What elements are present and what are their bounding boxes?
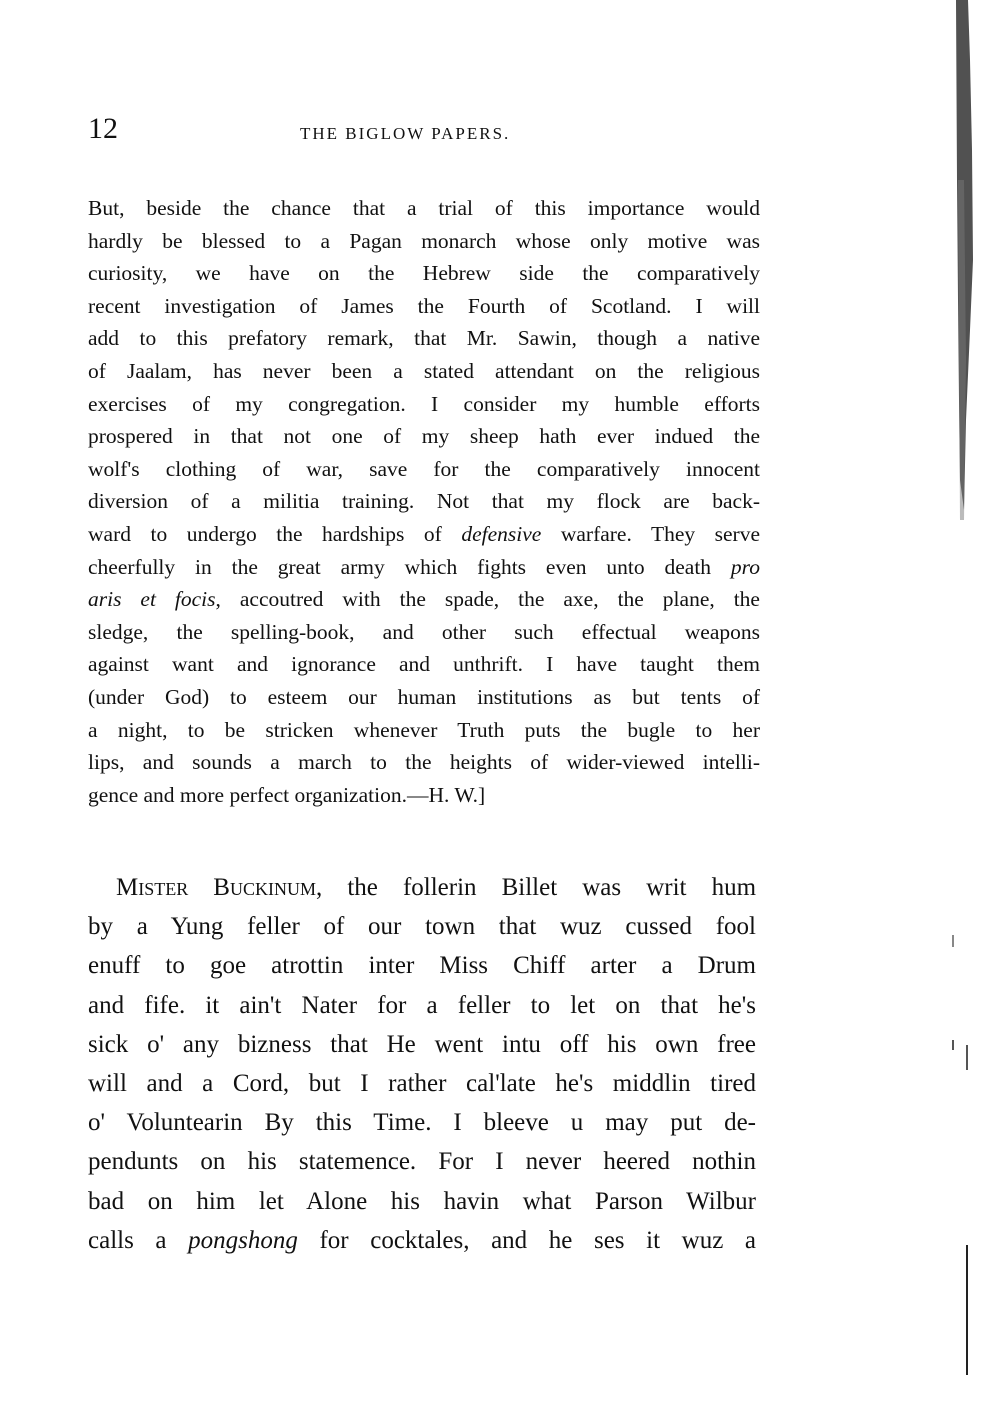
salutation: Mister Buckinum, <box>116 874 323 901</box>
letter-line: and fife. it ain't Nater for a feller to let on that he's <box>88 991 756 1019</box>
letter-text: for cocktales, and he ses it wuz a <box>297 1226 756 1254</box>
note-line: recent investigation of James the Fourth of Scotland. I will <box>88 293 760 318</box>
note-text: warfare. They serve <box>541 521 760 546</box>
letter-text: the follerin Billet was writ hum <box>322 874 757 901</box>
letter-line <box>88 1221 756 1260</box>
letter-body <box>88 868 756 1260</box>
letter-line: enuff to goe atrottin inter Miss Chiff arter a Drum <box>88 952 756 980</box>
page-number: 12 <box>88 112 118 145</box>
note-line: add to this prefatory remark, that Mr. Sawin, though a native <box>88 326 760 351</box>
letter-line: will and a Cord, but I rather cal'late he's middlin tired <box>88 1070 756 1098</box>
letter-line <box>88 868 756 907</box>
letter-line: pendunts on his statemence. For I never heered nothin <box>88 1148 756 1176</box>
letter-line: by a Yung feller of our town that wuz cussed fool <box>88 913 756 941</box>
note-text: cheerfully in the great army which fights even unto death <box>88 554 731 579</box>
letter-line: o' Voluntearin By this Time. I bleeve u may put de- <box>88 1109 756 1137</box>
scan-edge-mark <box>952 1040 954 1050</box>
note-italic: aris et focis <box>88 587 216 612</box>
note-line: sledge, the spelling-book, and other such effectual weapons <box>88 619 760 644</box>
scan-edge-mark <box>966 1045 968 1070</box>
note-line: lips, and sounds a march to the heights of wider-viewed intelli- <box>88 750 760 775</box>
letter-line: sick o' any bizness that He went intu off his own free <box>88 1030 756 1058</box>
note-text: ward to undergo the hardships of <box>88 521 462 546</box>
note-line: hardly be blessed to a Pagan monarch whose only motive was <box>88 228 760 253</box>
running-head: THE BIGLOW PAPERS. <box>300 124 511 143</box>
note-line <box>88 518 760 551</box>
note-line: But, beside the chance that a trial of this importance would <box>88 196 760 220</box>
note-italic: pro <box>730 554 760 579</box>
scan-edge-mark <box>952 935 954 947</box>
note-line: (under God) to esteem our human institutions as but tents of <box>88 684 760 709</box>
letter-italic: pongshong <box>188 1226 298 1254</box>
note-line: prospered in that not one of my sheep hath ever indued the <box>88 424 760 449</box>
letter-text: calls a <box>88 1226 189 1254</box>
note-line <box>88 583 760 616</box>
note-line: wolf's clothing of war, save for the comparatively innocent <box>88 456 760 481</box>
note-text: , accoutred with the spade, the axe, the plane, the <box>215 587 760 612</box>
note-line: a night, to be stricken whenever Truth puts the bugle to her <box>88 717 760 742</box>
note-line: diversion of a militia training. Not that my flock are back- <box>88 489 760 514</box>
note-line: exercises of my congregation. I consider my humble efforts <box>88 391 760 416</box>
scan-edge-mark <box>966 1245 968 1375</box>
note-line: against want and ignorance and unthrift. I have taught them <box>88 652 760 677</box>
note-line: gence and more perfect organization.—H. W.] <box>88 782 486 807</box>
note-italic: defensive <box>461 521 542 546</box>
scan-edge-shadow <box>930 0 1000 1417</box>
note-line: of Jaalam, has never been a stated attendant on the religious <box>88 358 760 383</box>
note-line: curiosity, we have on the Hebrew side the comparatively <box>88 261 760 286</box>
editor-note <box>88 192 760 811</box>
note-line <box>88 551 760 584</box>
letter-line: bad on him let Alone his havin what Parson Wilbur <box>88 1187 756 1215</box>
